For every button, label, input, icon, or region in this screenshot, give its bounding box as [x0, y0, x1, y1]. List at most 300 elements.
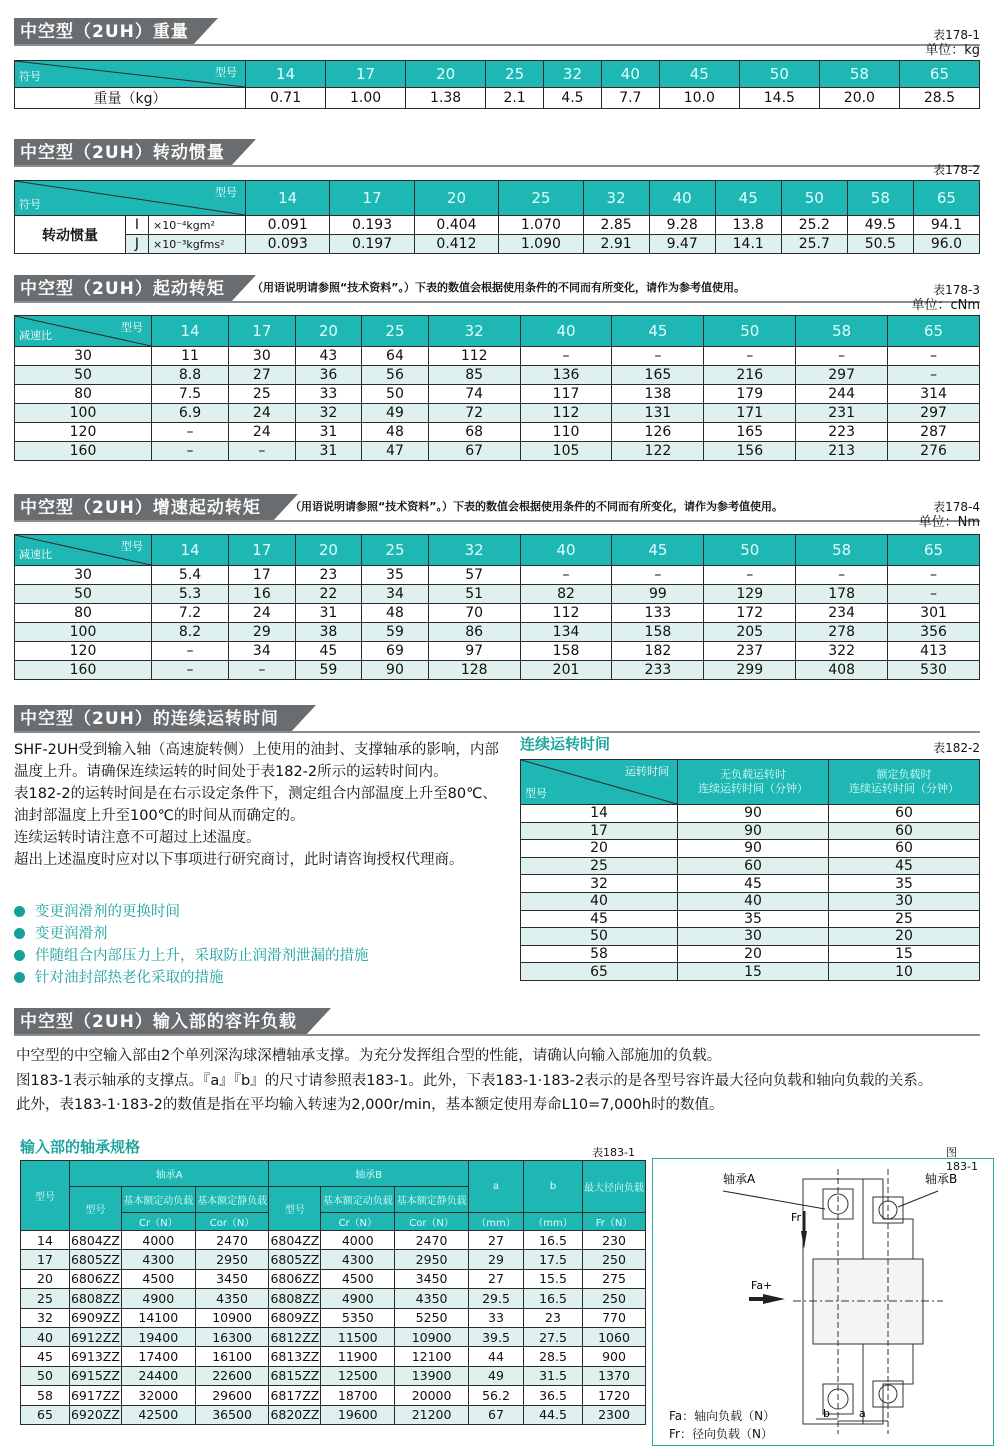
model-header: 32: [428, 316, 520, 347]
model-header: 20: [295, 316, 362, 347]
cell: 6804ZZ: [70, 1231, 122, 1250]
cell: 138: [612, 385, 704, 404]
cell: 17: [229, 566, 296, 585]
cell: 6915ZZ: [70, 1366, 122, 1385]
column-header: 轴承A: [70, 1161, 269, 1187]
fr-label: Fr: [791, 1211, 802, 1224]
cell: 32000: [121, 1386, 195, 1405]
cell: 24: [229, 404, 296, 423]
weight-section: [14, 18, 980, 107]
cell: 126: [612, 423, 704, 442]
cell: 158: [520, 642, 612, 661]
cell: 0.412: [414, 235, 498, 254]
cell: 12500: [321, 1366, 395, 1385]
cell: 64: [362, 347, 429, 366]
cell: 9.28: [649, 216, 715, 235]
model-header: 40: [520, 535, 612, 566]
ratio-cell: 30: [15, 566, 152, 585]
cell: 1.00: [326, 88, 406, 109]
unit-cell: ×10⁻³kgfms²: [149, 235, 246, 254]
cell: 4300: [121, 1250, 195, 1269]
cell: 6813ZZ: [269, 1347, 321, 1366]
cell: 5.3: [152, 585, 229, 604]
cell: 32: [21, 1308, 70, 1327]
cell: 15: [678, 963, 829, 981]
cell: 86: [428, 623, 520, 642]
cell: 51: [428, 585, 520, 604]
cell: 6806ZZ: [70, 1269, 122, 1288]
cell: 90: [678, 805, 829, 823]
cell: 165: [612, 366, 704, 385]
model-header: 50: [781, 181, 847, 216]
cell: 45: [21, 1347, 70, 1366]
cell: 17: [21, 1250, 70, 1269]
model-header: 58: [796, 316, 888, 347]
bullet-item: 变更润滑剂: [14, 923, 504, 945]
bearing-figure: [652, 1158, 994, 1446]
model-header: 40: [520, 316, 612, 347]
model-header: 32: [583, 181, 649, 216]
cell: 40: [521, 892, 678, 910]
cell: 8.2: [152, 623, 229, 642]
model-header: 58: [796, 535, 888, 566]
cell: 42500: [121, 1405, 195, 1424]
cell: 4350: [195, 1289, 269, 1308]
cell: 27.5: [524, 1327, 583, 1346]
column-header: a: [469, 1161, 524, 1213]
cell: 2.91: [583, 235, 649, 254]
cell: 129: [704, 585, 796, 604]
cell: –: [888, 366, 980, 385]
cell: –: [152, 661, 229, 680]
cell: 90: [678, 822, 829, 840]
cell: 10: [829, 963, 980, 981]
cell: 19600: [321, 1405, 395, 1424]
backdrive-torque-table: [14, 534, 980, 680]
cell: 29600: [195, 1386, 269, 1405]
cell: 56: [362, 366, 429, 385]
model-header: 65: [888, 316, 980, 347]
cell: 56.2: [469, 1386, 524, 1405]
cell: 35: [678, 910, 829, 928]
cell: 20: [21, 1269, 70, 1288]
cell: 15.5: [524, 1269, 583, 1288]
cell: 4350: [395, 1289, 469, 1308]
cell: 112: [520, 404, 612, 423]
model-header: 45: [612, 535, 704, 566]
cell: 131: [612, 404, 704, 423]
cell: 40: [21, 1327, 70, 1346]
table-title: 连续运转时间: [520, 735, 611, 753]
ratio-cell: 160: [15, 661, 152, 680]
cell: –: [704, 566, 796, 585]
cell: 244: [796, 385, 888, 404]
cell: 0.193: [330, 216, 414, 235]
cell: 50: [521, 928, 678, 946]
cell: 10900: [395, 1327, 469, 1346]
cell: 29: [469, 1250, 524, 1269]
table-number: 表178-4 单位：Nm: [918, 500, 980, 530]
cell: 250: [583, 1250, 646, 1269]
cell: 6.9: [152, 404, 229, 423]
cell: 4900: [121, 1289, 195, 1308]
cell: 30: [829, 892, 980, 910]
cell: 314: [888, 385, 980, 404]
cell: –: [888, 347, 980, 366]
cell: 50.5: [847, 235, 913, 254]
starting-torque-table: [14, 315, 980, 461]
cell: 6917ZZ: [70, 1386, 122, 1405]
continuous-time-table: [520, 759, 980, 981]
table-number: 表183-1: [592, 1146, 635, 1159]
cell: 59: [362, 623, 429, 642]
cell: 14.5: [739, 88, 819, 109]
bearing-spec-table: [20, 1160, 646, 1425]
table-number: 表182-2: [933, 741, 980, 755]
model-header: 20: [295, 535, 362, 566]
cell: 1370: [583, 1366, 646, 1385]
cell: 29: [229, 623, 296, 642]
column-header: Cor（N）: [195, 1213, 269, 1231]
cell: 413: [888, 642, 980, 661]
cell: 122: [612, 442, 704, 461]
cell: 24: [229, 423, 296, 442]
cell: 85: [428, 366, 520, 385]
cell: 27: [469, 1231, 524, 1250]
model-header: 65: [888, 535, 980, 566]
cell: –: [152, 442, 229, 461]
cell: 234: [796, 604, 888, 623]
cell: 34: [229, 642, 296, 661]
cell: 2.1: [486, 88, 544, 109]
model-header: 65: [913, 181, 979, 216]
cell: 2.85: [583, 216, 649, 235]
corner-header: 型号 减速比: [15, 535, 152, 566]
column-header: （mm）: [469, 1213, 524, 1231]
cell: 30: [229, 347, 296, 366]
cell: 67: [428, 442, 520, 461]
column-header: Cr（N）: [321, 1213, 395, 1231]
cell: 60: [829, 840, 980, 858]
rated-load-header: 额定负载时 连续运转时间（分钟）: [829, 760, 980, 805]
cell: 44: [469, 1347, 524, 1366]
cell: 297: [888, 404, 980, 423]
cell: –: [704, 347, 796, 366]
cell: –: [888, 566, 980, 585]
model-header: 50: [704, 535, 796, 566]
cell: 67: [469, 1405, 524, 1424]
cell: 20: [521, 840, 678, 858]
model-header: 50: [739, 61, 819, 88]
cell: 49: [469, 1366, 524, 1385]
cell: 96.0: [913, 235, 979, 254]
cell: 82: [520, 585, 612, 604]
cell: 23: [524, 1308, 583, 1327]
cell: 6913ZZ: [70, 1347, 122, 1366]
bullet-list: [14, 901, 504, 989]
bearing-a-label: 轴承A: [723, 1172, 756, 1186]
model-header: 17: [229, 316, 296, 347]
bullet-item: 针对油封部热老化采取的措施: [14, 967, 504, 989]
model-header: 32: [428, 535, 520, 566]
cell: –: [152, 423, 229, 442]
model-header: 40: [649, 181, 715, 216]
cell: 1.070: [499, 216, 583, 235]
no-load-header: 无负载运转时 连续运转时间（分钟）: [678, 760, 829, 805]
bullet-icon: [14, 906, 25, 917]
cell: 4.5: [544, 88, 602, 109]
cell: 530: [888, 661, 980, 680]
cell: 45: [295, 642, 362, 661]
column-header: 型号: [70, 1187, 122, 1231]
cell: 24400: [121, 1366, 195, 1385]
cell: 201: [520, 661, 612, 680]
ratio-cell: 80: [15, 604, 152, 623]
cell: 32: [521, 875, 678, 893]
cell: 231: [796, 404, 888, 423]
cell: 6815ZZ: [269, 1366, 321, 1385]
paragraph: 中空型的中空输入部由2个单列深沟球深槽轴承支撑。为充分发挥组合型的性能，请确认向输入部施加的负载。: [16, 1048, 722, 1064]
model-header: 32: [544, 61, 602, 88]
cell: 112: [520, 604, 612, 623]
cell: 25: [21, 1289, 70, 1308]
bullet-item: 伴随组合内部压力上升，采取防止润滑剂泄漏的措施: [14, 945, 504, 967]
cell: 136: [520, 366, 612, 385]
cell: 72: [428, 404, 520, 423]
section-note: （用语说明请参照“技术资料”。）下表的数值会根据使用条件的不同而有所变化，请作为参考值使用。: [290, 500, 783, 513]
cell: 29.5: [469, 1289, 524, 1308]
cell: 15: [829, 945, 980, 963]
cell: 20: [678, 945, 829, 963]
section-title: 中空型（2UH）增速起动转矩: [14, 494, 272, 522]
bullet-icon: [14, 950, 25, 961]
cell: 1.090: [499, 235, 583, 254]
cell: 4000: [121, 1231, 195, 1250]
cell: 6804ZZ: [269, 1231, 321, 1250]
model-header: 65: [899, 61, 979, 88]
cell: 23: [295, 566, 362, 585]
cell: 237: [704, 642, 796, 661]
cell: 28.5: [524, 1347, 583, 1366]
cell: 14: [21, 1231, 70, 1250]
cell: 35: [362, 566, 429, 585]
section-title: 中空型（2UH）转动惯量: [14, 139, 230, 167]
cell: 8.8: [152, 366, 229, 385]
cell: 27: [469, 1269, 524, 1288]
cell: –: [796, 566, 888, 585]
ratio-cell: 50: [15, 366, 152, 385]
cell: 287: [888, 423, 980, 442]
cell: 2950: [195, 1250, 269, 1269]
cell: 35: [829, 875, 980, 893]
column-header: Cr（N）: [121, 1213, 195, 1231]
cell: 4900: [321, 1289, 395, 1308]
cell: 5250: [395, 1308, 469, 1327]
model-header: 17: [330, 181, 414, 216]
cell: 31: [295, 423, 362, 442]
cell: 34: [362, 585, 429, 604]
cell: 205: [704, 623, 796, 642]
cell: 97: [428, 642, 520, 661]
cell: 25: [829, 910, 980, 928]
cell: 117: [520, 385, 612, 404]
cell: 3450: [195, 1269, 269, 1288]
cell: 24: [229, 604, 296, 623]
cell: 6809ZZ: [269, 1308, 321, 1327]
cell: –: [229, 442, 296, 461]
cell: 28.5: [899, 88, 979, 109]
model-header: 14: [246, 181, 330, 216]
cell: 133: [612, 604, 704, 623]
cell: 128: [428, 661, 520, 680]
model-header: 25: [362, 535, 429, 566]
column-header: 基本额定静负载: [195, 1187, 269, 1213]
section-note: （用语说明请参照“技术资料”。）下表的数值会根据使用条件的不同而有所变化，请作为参考值使用。: [252, 281, 745, 294]
cell: 65: [21, 1405, 70, 1424]
model-header: 45: [659, 61, 739, 88]
column-header: 型号: [269, 1187, 321, 1231]
symbol-cell: I: [126, 216, 149, 235]
cell: 4500: [321, 1269, 395, 1288]
ratio-cell: 100: [15, 623, 152, 642]
cell: 36: [295, 366, 362, 385]
model-header: 45: [715, 181, 781, 216]
paragraph: 图183-1表示轴承的支撑点。『a』『b』的尺寸请参照表183-1。此外，下表183-1·183-2表示的是各型号容许最大径向负载和轴向负载的关系。: [16, 1072, 933, 1089]
cell: 276: [888, 442, 980, 461]
cell: 25: [521, 857, 678, 875]
cell: 16300: [195, 1327, 269, 1346]
cell: 4300: [321, 1250, 395, 1269]
cell: 3450: [395, 1269, 469, 1288]
figure-number: 图183-1: [946, 1146, 978, 1173]
model-header: 45: [612, 316, 704, 347]
corner-header: 运转时间 型号: [521, 760, 678, 805]
inertia-section: [14, 139, 980, 252]
cell: 6805ZZ: [269, 1250, 321, 1269]
ratio-cell: 50: [15, 585, 152, 604]
model-header: 14: [152, 316, 229, 347]
model-header: 58: [819, 61, 899, 88]
cell: 16: [229, 585, 296, 604]
cell: 250: [583, 1289, 646, 1308]
cell: 322: [796, 642, 888, 661]
cell: 7.2: [152, 604, 229, 623]
cell: 900: [583, 1347, 646, 1366]
cell: 60: [829, 805, 980, 823]
cell: 33: [469, 1308, 524, 1327]
cell: 44.5: [524, 1405, 583, 1424]
cell: 31.5: [524, 1366, 583, 1385]
input-load-section: [14, 1008, 980, 1441]
cell: 13.8: [715, 216, 781, 235]
dim-a-label: a: [859, 1407, 866, 1420]
cell: 59: [295, 661, 362, 680]
cell: 408: [796, 661, 888, 680]
cell: 13900: [395, 1366, 469, 1385]
model-header: 14: [152, 535, 229, 566]
continuous-operation-section: [14, 705, 980, 986]
bearing-b-label: 轴承B: [925, 1172, 958, 1186]
table-number: 表178-3 单位：cNm: [911, 283, 980, 313]
cell: 1060: [583, 1327, 646, 1346]
section-body: [16, 1044, 1000, 1118]
cell: 14.1: [715, 235, 781, 254]
cell: 17: [521, 822, 678, 840]
cell: 36500: [195, 1405, 269, 1424]
cell: 16100: [195, 1347, 269, 1366]
model-header: 25: [499, 181, 583, 216]
cell: 49: [362, 404, 429, 423]
unit-cell: ×10⁻⁴kgm²: [149, 216, 246, 235]
cell: 158: [612, 623, 704, 642]
cell: 7.5: [152, 385, 229, 404]
cell: 6808ZZ: [70, 1289, 122, 1308]
cell: 0.091: [246, 216, 330, 235]
cell: 165: [704, 423, 796, 442]
cell: 31: [295, 442, 362, 461]
cell: 275: [583, 1269, 646, 1288]
cell: –: [229, 661, 296, 680]
cell: –: [520, 566, 612, 585]
dim-b-label: b: [823, 1407, 830, 1420]
cell: –: [612, 347, 704, 366]
bullet-item: 变更润滑剂的更换时间: [14, 901, 504, 923]
column-header: （mm）: [524, 1213, 583, 1231]
column-header: b: [524, 1161, 583, 1213]
cell: 60: [678, 857, 829, 875]
cell: 25: [229, 385, 296, 404]
cell: 25.7: [781, 235, 847, 254]
column-header: 最大径向负载: [583, 1161, 646, 1213]
cell: 31: [295, 604, 362, 623]
cell: 43: [295, 347, 362, 366]
cell: 45: [829, 857, 980, 875]
model-header: 17: [229, 535, 296, 566]
cell: 36.5: [524, 1386, 583, 1405]
corner-header: 型号 符号: [15, 181, 246, 216]
paragraph: 连续运转时请注意不可超过上述温度。: [14, 830, 261, 846]
ratio-cell: 100: [15, 404, 152, 423]
cell: 179: [704, 385, 796, 404]
section-header: [14, 18, 980, 46]
cell: 178: [796, 585, 888, 604]
cell: 58: [21, 1386, 70, 1405]
cell: 172: [704, 604, 796, 623]
paragraph: 此外，表183-1·183-2的数值是指在平均输入转速为2,000r/min，基本额定使用寿命L10=7,000h时的数值。: [16, 1097, 724, 1113]
cell: 69: [362, 642, 429, 661]
table-title: 输入部的轴承规格: [20, 1138, 141, 1156]
cell: 12100: [395, 1347, 469, 1366]
cell: 74: [428, 385, 520, 404]
cell: 57: [428, 566, 520, 585]
cell: 40: [678, 892, 829, 910]
model-header: 20: [414, 181, 498, 216]
cell: 20000: [395, 1386, 469, 1405]
cell: 33: [295, 385, 362, 404]
row-label: 重量（kg）: [15, 88, 246, 109]
cell: 94.1: [913, 216, 979, 235]
cell: 299: [704, 661, 796, 680]
cell: 6806ZZ: [269, 1269, 321, 1288]
table-number: 表178-2: [933, 163, 980, 177]
cell: 39.5: [469, 1327, 524, 1346]
bullet-icon: [14, 928, 25, 939]
cell: 20.0: [819, 88, 899, 109]
cell: 11: [152, 347, 229, 366]
model-header: 40: [601, 61, 659, 88]
cell: 134: [520, 623, 612, 642]
cell: 14: [521, 805, 678, 823]
